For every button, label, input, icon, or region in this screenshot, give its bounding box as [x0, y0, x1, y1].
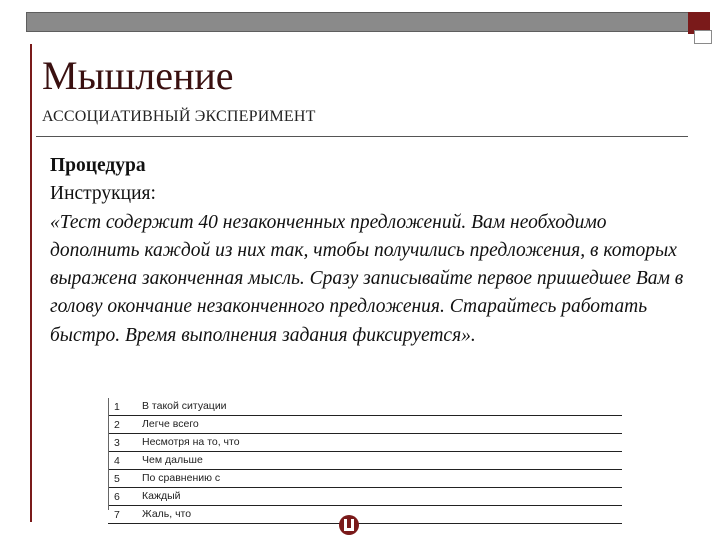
- test-row-text: Каждый: [142, 490, 181, 502]
- test-row-number: 4: [114, 455, 120, 467]
- left-accent-bar: [30, 44, 32, 522]
- procedure-heading: Процедура: [50, 155, 146, 176]
- instruction-quote: «Тест содержит 40 незаконченных предложений. Вам необходимо дополнить каждой из них так, чтобы получились предложения, в которых выражена законченная мысль. Сразу записывайте первое пришедшее Вам в голову окончание незаконченного предложения. Старайтесь работать быстро. Время выполнения задания фиксируется».: [50, 211, 684, 346]
- slide-title: Мышление: [42, 53, 234, 98]
- test-row: [108, 416, 622, 434]
- test-row-text: В такой ситуации: [142, 400, 227, 412]
- test-row: [108, 488, 622, 506]
- test-row-number: 5: [114, 473, 120, 485]
- test-row-text: Чем дальше: [142, 454, 203, 466]
- test-row-number: 7: [114, 509, 120, 521]
- test-row: [108, 434, 622, 452]
- test-row-number: 3: [114, 437, 120, 449]
- test-row-text: Легче всего: [142, 418, 199, 430]
- instruction-label: Инструкция:: [50, 183, 156, 205]
- slide-subtitle: АССОЦИАТИВНЫЙ ЭКСПЕРИМЕНТ: [42, 108, 316, 125]
- corner-square-outline: [694, 30, 712, 44]
- slide-body: [50, 152, 700, 350]
- test-row-number: 1: [114, 401, 120, 413]
- test-row-text: Несмотря на то, что: [142, 436, 240, 448]
- test-table: [108, 398, 622, 524]
- title-divider: [36, 136, 688, 137]
- test-row: [108, 506, 622, 524]
- test-row-text: По сравнению с: [142, 472, 221, 484]
- test-row: [108, 398, 622, 416]
- test-row-number: 2: [114, 419, 120, 431]
- test-row: [108, 470, 622, 488]
- test-table-image: [100, 398, 640, 521]
- test-row-text: Жаль, что: [142, 508, 192, 520]
- university-logo-icon: [338, 514, 360, 536]
- test-row: [108, 452, 622, 470]
- test-row-number: 6: [114, 491, 120, 503]
- top-decorative-bar: [26, 12, 690, 32]
- table-left-rule: [108, 398, 109, 510]
